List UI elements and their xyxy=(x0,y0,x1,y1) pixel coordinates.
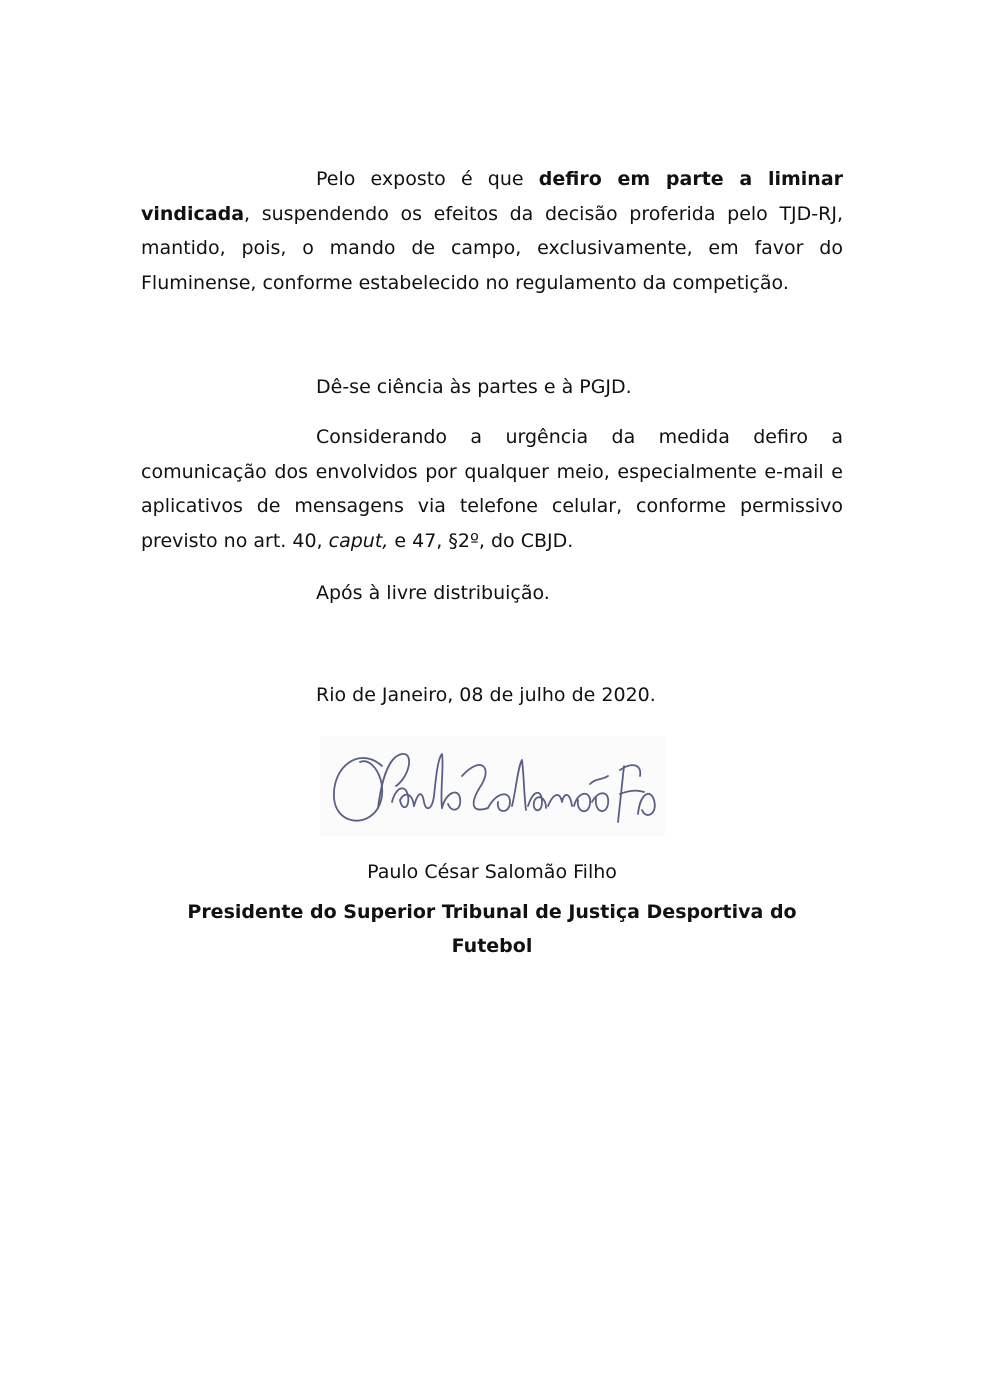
paragraph-decision-rest: , suspendendo os efeitos da decisão proferida pelo TJD-RJ, mantido, pois, o mando de campo, exclusivamente, em favor do Fluminense, conforme estabelecido no regulamento da competição. xyxy=(141,202,843,294)
paragraph-decision-bold: defiro em parte a liminar vindicada xyxy=(141,168,844,225)
paragraph-distribution: Após à livre distribuição. xyxy=(316,582,550,604)
handwritten-signature xyxy=(320,736,665,836)
signature-icon xyxy=(320,736,665,836)
paragraph-urgency-italic: caput, xyxy=(328,529,389,552)
paragraph-notice: Dê-se ciência às partes e à PGJD. xyxy=(316,376,632,398)
paragraph-urgency-end: e 47, §2º, do CBJD. xyxy=(394,529,574,552)
paragraph-urgency xyxy=(141,420,843,558)
signer-name: Paulo César Salomão Filho xyxy=(367,861,617,883)
date-line: Rio de Janeiro, 08 de julho de 2020. xyxy=(316,684,656,706)
signer-title: Presidente do Superior Tribunal de Justiça Desportiva do Futebol xyxy=(187,901,797,957)
paragraph-decision xyxy=(141,162,843,300)
paragraph-decision-lead: Pelo exposto é que xyxy=(316,168,524,190)
paragraph-urgency-text: Considerando a urgência da medida defiro a comunicação dos envolvidos por qualquer meio, especialmente e-mail e aplicativos de mensagens via telefone celular, conforme permissivo previsto no art. 40, xyxy=(141,426,843,552)
